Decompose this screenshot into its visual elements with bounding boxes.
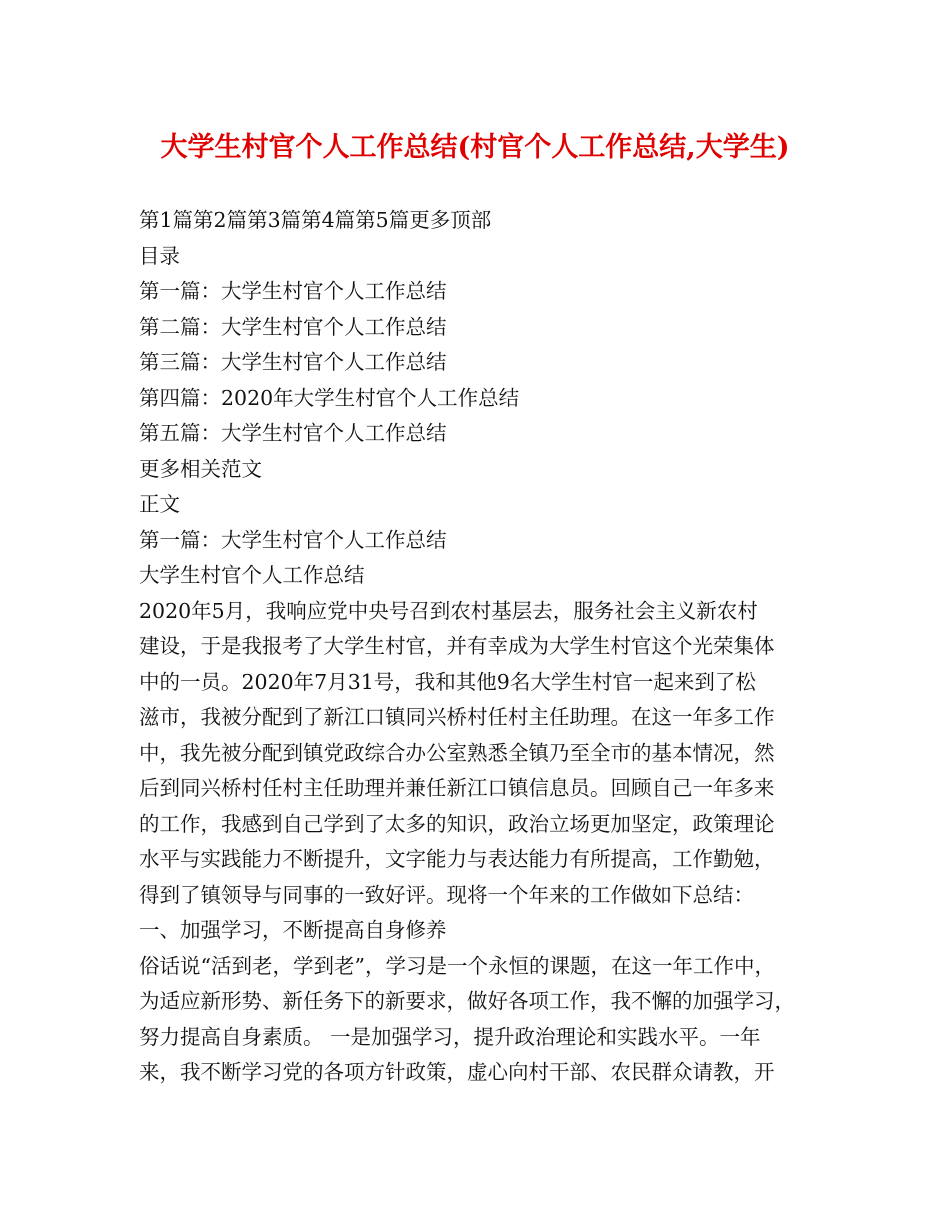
paragraph-1 [139, 594, 819, 914]
subheading: 一、加强学习，不断提高自身修养 [139, 918, 447, 942]
toc-item: 第五篇：大学生村官个人工作总结 [139, 421, 447, 445]
paragraph-line: 努力提高自身素质。 一是加强学习，提升政治理论和实践水平。一年 [139, 1024, 761, 1049]
document-title: 大学生村官个人工作总结(村官个人工作总结,大学生) [160, 132, 790, 163]
article-title: 大学生村官个人工作总结 [139, 563, 365, 587]
paragraph-line: 滋市，我被分配到了新江口镇同兴桥村任村主任助理。在这一年多工作 [139, 705, 775, 729]
paragraph-line: 的工作，我感到自己学到了太多的知识，政治立场更加坚定，政策理论 [139, 811, 775, 836]
nav-line: 第1篇第2篇第3篇第4篇第5篇更多顶部 [139, 208, 492, 232]
body-heading: 正文 [139, 492, 180, 516]
section-title: 第一篇：大学生村官个人工作总结 [139, 527, 447, 552]
paragraph-line: 中的一员。2020年7月31号，我和其他9名大学生村官一起来到了松 [139, 669, 756, 694]
more-related-heading: 更多相关范文 [139, 456, 262, 481]
paragraph-line: 来，我不断学习党的各项方针政策，虚心向村干部、农民群众请教，开 [139, 1060, 775, 1084]
toc-item: 第四篇：2020年大学生村官个人工作总结 [139, 385, 520, 410]
paragraph-line: 2020年5月，我响应党中央号召到农村基层去，服务社会主义新农村 [139, 598, 758, 623]
toc-item: 第二篇：大学生村官个人工作总结 [139, 314, 447, 339]
paragraph-line: 建设，于是我报考了大学生村官，并有幸成为大学生村官这个光荣集体 [139, 634, 775, 658]
paragraph-line: 得到了镇领导与同事的一致好评。现将一个年来的工作做如下总结： [139, 882, 754, 907]
toc-item: 第一篇：大学生村官个人工作总结 [139, 279, 447, 303]
toc-heading: 目录 [139, 243, 180, 268]
toc-item: 第三篇：大学生村官个人工作总结 [139, 350, 447, 374]
paragraph-line: 为适应新形势、新任务下的新要求，做好各项工作，我不懈的加强学习， [139, 989, 795, 1013]
paragraph-line: 俗话说“活到老，学到老”，学习是一个永恒的课题，在这一年工作中， [139, 953, 775, 978]
paragraph-line: 水平与实践能力不断提升，文字能力与表达能力有所提高，工作勤勉， [139, 847, 775, 871]
paragraph-line: 后到同兴桥村任村主任助理并兼任新江口镇信息员。回顾自己一年多来 [139, 776, 775, 800]
document-body [139, 203, 819, 1091]
paragraph-2 [139, 949, 819, 1091]
paragraph-line: 中，我先被分配到镇党政综合办公室熟悉全镇乃至全市的基本情况，然 [139, 740, 775, 765]
